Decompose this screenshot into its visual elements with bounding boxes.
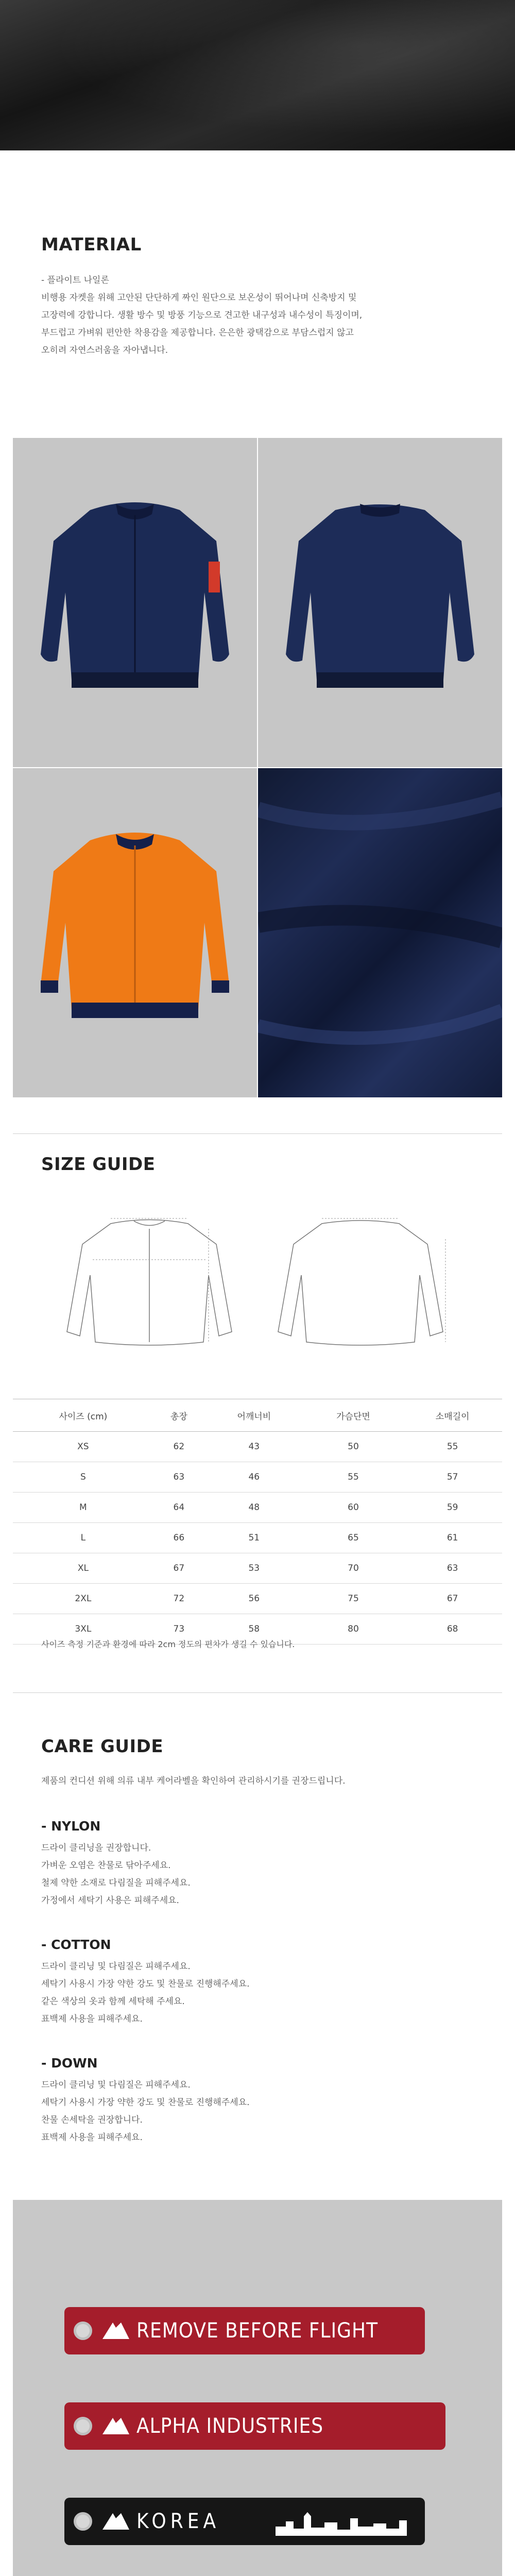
- product-photo-grid: [13, 438, 502, 1097]
- care-line: 드라이 클리닝 및 다림질은 피해주세요.: [41, 1961, 191, 1972]
- table-cell: 66: [153, 1523, 204, 1553]
- fabric-closeup-photo: [258, 768, 502, 1097]
- table-cell: 48: [204, 1493, 304, 1523]
- column-header: 소매길이: [403, 1399, 502, 1432]
- alpha-logo-icon: [100, 2318, 131, 2343]
- jacket-back-photo: [258, 438, 502, 767]
- table-cell: 46: [204, 1462, 304, 1493]
- table-cell: 2XL: [13, 1584, 153, 1614]
- column-header: 가슴단면: [304, 1399, 403, 1432]
- keychain-text: REMOVE BEFORE FLIGHT: [136, 2319, 379, 2343]
- table-cell: L: [13, 1523, 153, 1553]
- table-cell: 65: [304, 1523, 403, 1553]
- table-cell: 70: [304, 1553, 403, 1584]
- table-cell: 72: [153, 1584, 204, 1614]
- care-intro: 제품의 컨디션 위해 의류 내부 케어라벨을 확인하여 관리하시기를 권장드립니다.: [41, 1776, 346, 1786]
- keychain-tags-photo: [13, 2200, 502, 2576]
- table-cell: 61: [403, 1523, 502, 1553]
- keychain-tag: [64, 2307, 425, 2354]
- table-cell: XL: [13, 1553, 153, 1584]
- section-divider: [13, 1692, 502, 1693]
- care-line: 철제 약한 소재로 다림질을 피해주세요.: [41, 1878, 191, 1888]
- table-row: [13, 1493, 502, 1523]
- material-line: 부드럽고 가벼워 편안한 착용감을 제공합니다. 은은한 광택감으로 부담스럽지 않고: [41, 328, 354, 338]
- keychain-tag: [64, 2402, 445, 2450]
- table-row: [13, 1553, 502, 1584]
- care-line: 같은 색상의 옷과 함께 세탁해 주세요.: [41, 1996, 185, 2007]
- column-header: 총장: [153, 1399, 204, 1432]
- table-cell: 67: [403, 1584, 502, 1614]
- size-table: [13, 1399, 502, 1645]
- care-line: 세탁기 사용시 가장 약한 강도 및 찬물로 진행해주세요.: [41, 2097, 250, 2108]
- table-cell: 50: [304, 1432, 403, 1462]
- keychain-text: ALPHA INDUSTRIES: [136, 2414, 324, 2438]
- keyring-icon: [74, 2321, 92, 2340]
- table-cell: 3XL: [13, 1614, 153, 1645]
- table-cell: 56: [204, 1584, 304, 1614]
- care-line: 드라이 클리닝을 권장합니다.: [41, 1843, 151, 1853]
- table-row: [13, 1462, 502, 1493]
- table-cell: M: [13, 1493, 153, 1523]
- table-cell: 64: [153, 1493, 204, 1523]
- size-note: 사이즈 측정 기준과 환경에 따라 2cm 정도의 편차가 생길 수 있습니다.: [41, 1639, 295, 1649]
- care-guide-title: CARE GUIDE: [41, 1736, 164, 1757]
- table-row: [13, 1523, 502, 1553]
- care-list-down: [41, 2076, 479, 2146]
- care-line: 가정에서 세탁기 사용은 피해주세요.: [41, 1895, 179, 1906]
- table-cell: 57: [403, 1462, 502, 1493]
- alpha-logo-icon: [100, 2414, 131, 2438]
- care-line: 가벼운 오염은 찬물로 닦아주세요.: [41, 1860, 171, 1871]
- size-guide-title: SIZE GUIDE: [41, 1154, 156, 1175]
- material-line: 비행용 자켓을 위해 고안된 단단하게 짜인 원단으로 보온성이 뛰어나며 신축방지 및: [41, 293, 357, 303]
- table-cell: 55: [403, 1432, 502, 1462]
- column-header: 어깨너비: [204, 1399, 304, 1432]
- table-cell: 55: [304, 1462, 403, 1493]
- care-line: 찬물 손세탁을 권장합니다.: [41, 2115, 143, 2125]
- table-cell: 63: [153, 1462, 204, 1493]
- table-cell: 63: [403, 1553, 502, 1584]
- table-cell: S: [13, 1462, 153, 1493]
- material-description: [41, 272, 479, 359]
- table-cell: 67: [153, 1553, 204, 1584]
- care-heading-nylon: - NYLON: [41, 1819, 101, 1834]
- table-cell: 60: [304, 1493, 403, 1523]
- table-row: [13, 1432, 502, 1462]
- table-cell: 58: [204, 1614, 304, 1645]
- table-cell: 80: [304, 1614, 403, 1645]
- keyring-icon: [74, 2417, 92, 2435]
- hero-image: [0, 0, 515, 150]
- table-cell: 62: [153, 1432, 204, 1462]
- care-heading-down: - DOWN: [41, 2056, 98, 2071]
- material-line: 오히려 자연스러움을 자아냅니다.: [41, 345, 168, 355]
- table-cell: 51: [204, 1523, 304, 1553]
- table-cell: 75: [304, 1584, 403, 1614]
- table-cell: 68: [403, 1614, 502, 1645]
- table-cell: XS: [13, 1432, 153, 1462]
- care-line: 드라이 클리닝 및 다림질은 피해주세요.: [41, 2080, 191, 2090]
- size-diagram: [62, 1203, 453, 1358]
- table-row: [13, 1584, 502, 1614]
- material-title: MATERIAL: [41, 234, 142, 255]
- care-line: 표백제 사용을 피해주세요.: [41, 2132, 143, 2143]
- table-cell: 53: [204, 1553, 304, 1584]
- care-list-cotton: [41, 1958, 479, 2028]
- keyring-icon: [74, 2512, 92, 2531]
- size-table-header: [13, 1399, 502, 1432]
- column-header: 사이즈 (cm): [13, 1399, 153, 1432]
- alpha-logo-icon: [100, 2509, 131, 2534]
- jacket-reversed-orange-photo: [13, 768, 257, 1097]
- care-line: 표백제 사용을 피해주세요.: [41, 2014, 143, 2024]
- city-skyline-icon: [276, 2511, 415, 2537]
- keychain-text: KOREA: [136, 2510, 220, 2533]
- section-divider: [13, 1133, 502, 1134]
- jacket-front-photo: [13, 438, 257, 767]
- table-cell: 73: [153, 1614, 204, 1645]
- table-cell: 59: [403, 1493, 502, 1523]
- material-line: - 플라이트 나일론: [41, 275, 109, 285]
- table-cell: 43: [204, 1432, 304, 1462]
- care-line: 세탁기 사용시 가장 약한 강도 및 찬물로 진행해주세요.: [41, 1979, 250, 1989]
- material-line: 고장력에 강합니다. 생활 방수 및 방풍 기능으로 견고한 내구성과 내수성이 특징이며,: [41, 310, 363, 320]
- care-list-nylon: [41, 1839, 479, 1909]
- care-heading-cotton: - COTTON: [41, 1937, 111, 1952]
- keychain-tag: [64, 2498, 425, 2545]
